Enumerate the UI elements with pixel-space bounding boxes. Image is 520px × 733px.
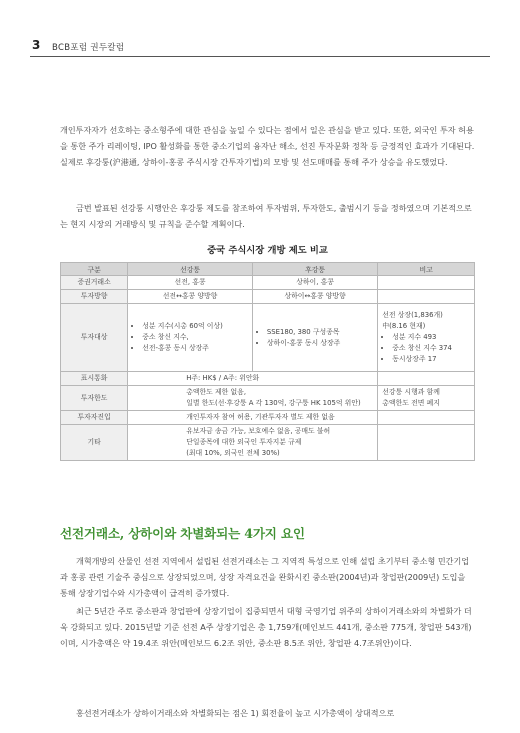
note-heading: 선전 상장(1,836개) [382,311,443,319]
list-item: • 상하이-홍콩 동시 상장주 [267,338,373,349]
cell-note [378,276,475,290]
cell-note [378,386,475,411]
table-row [61,276,475,290]
comparison-table [60,262,475,461]
header-shenzhen-connect: 선강퉁 [128,263,253,276]
cell-note [378,304,475,372]
list-item: • 동시상장주 17 [392,354,470,365]
row-label: 투자자진입 [61,411,128,425]
section-paragraph: 개혁개방의 산물인 선전 지역에서 설립된 선전거래소는 그 지역적 특성으로 인해 설립 초기부터 중소형 민간기업과 홍콩 관련 기술주 중심으로 상장되었으며, 상장 자격요건을 완화시킨 중소판(2004년)과 창업판(2009년) 도입을 통해 상장기업수와 시가총액이 급격히 증가했다. [60,556,470,599]
cell-note [378,372,475,386]
column-title: BCB포럼 권두칼럼 [52,43,125,53]
limit-line: 일별 한도(선·후강퉁 A 각 130억, 강구퉁 HK 105억 위안) [186,399,361,407]
shenzhen-connect-paragraph: 금번 발표된 선강퉁 시행안은 후강퉁 제도를 참조하여 투자범위, 투자한도, 출범시기 등을 정하였으며 기본적으로는 현지 시장의 거래방식 및 규칙을 준수할 계획이다. [60,203,472,230]
cell-shanghai: 상하이↔홍콩 양방향 [252,290,377,304]
row-label: 투자한도 [61,386,128,411]
row-label: 표시통화 [61,372,128,386]
cell-shenzhen: 선전, 홍콩 [128,276,253,290]
note-line: 총액한도 전면 폐지 [382,399,440,407]
row-label: 투자대상 [61,304,128,372]
table-row [61,290,475,304]
table-title: 중국 주식시장 개방 제도 비교 [207,245,328,256]
other-line: 단일종목에 대한 외국인 투자지분 규제 [186,438,302,446]
list-item: • 중소 창신 지수, [142,332,248,343]
cell-shanghai [252,304,377,372]
other-line: 유보자금 송금 가능, 보호예수 없음, 공매도 불허 [186,427,331,435]
cell-shared [128,386,378,411]
page-header [30,34,490,57]
limit-line: 총액한도 제한 없음, [186,388,247,396]
table-row [61,425,475,461]
cell-note [378,290,475,304]
cell-shenzhen: 선전↔홍콩 양방향 [128,290,253,304]
header-shanghai-connect: 후강퉁 [252,263,377,276]
table-row [61,372,475,386]
cell-note [378,425,475,461]
section-title: 선전거래소, 상하이와 차별화되는 4가지 요인 [60,526,305,541]
cell-shared: 개인투자자 참여 허용, 기관투자자 별도 제한 없음 [128,411,378,425]
row-label: 기타 [61,425,128,461]
list-item: • 선전-홍콩 동시 상장주 [142,343,248,354]
row-label: 증권거래소 [61,276,128,290]
cell-shared: H주: HK$ / A주: 위안화 [128,372,378,386]
cell-shenzhen [128,304,253,372]
list-item: • 성분 지수 493 [392,332,470,343]
page-number: 3 [32,38,41,52]
table-row [61,411,475,425]
cell-shared [128,425,378,461]
table-header-row [61,263,475,276]
section-paragraph: 최근 5년간 주로 중소판과 창업판에 상장기업이 집중되면서 대형 국영기업 위주의 상하이거래소와의 차별화가 더욱 강화되고 있다. 2015년말 기준 선전 A주 상장기업은 총 1,759개(메인보드 441개, 중소판 775개, 창업판 543개)이며, 시가총액은 약 19.4조 위안(메인보드 6.2조 위안, 중소판 8.5조 위안, 창업판 4.7조위안)이다. [60,606,472,649]
section-paragraph: 홍선전거래소가 상하이거래소와 차별화되는 점은 1) 회전율이 높고 시가총액이 상대적으로 [76,708,395,718]
list-item: • 중소 창신 지수 374 [392,343,470,354]
other-line: (최대 10%, 외국인 전체 30%) [186,449,280,457]
note-line: 선강퉁 시행과 함께 [382,388,440,396]
cell-shanghai: 상하이, 홍콩 [252,276,377,290]
header-note: 비고 [378,263,475,276]
list-item: • 성분 지수(시총 60억 이상) [142,321,248,332]
table-row [61,386,475,411]
row-label: 투자방향 [61,290,128,304]
list-item: • SSE180, 380 구성종목 [267,327,373,338]
intro-paragraph: 개인투자자가 선호하는 중소형주에 대한 관심을 높일 수 있다는 점에서 일은 관심을 받고 있다. 또한, 외국인 투자 허용을 통한 주가 리레이팅, IPO 활성화를 통한 중소기업의 융자난 해소, 선진 투자문화 정착 등 긍정적인 효과가 기대된다. 실제로 후강퉁(沪港通, 상하이-홍콩 주식시장 간투자기법)의 모방 및 선도매매를 통해 주가 상승을 유도했었다. [60,125,475,168]
header-category: 구분 [61,263,128,276]
table-row [61,304,475,372]
note-heading-date: 中(8.16 현재) [382,322,426,330]
cell-note [378,411,475,425]
